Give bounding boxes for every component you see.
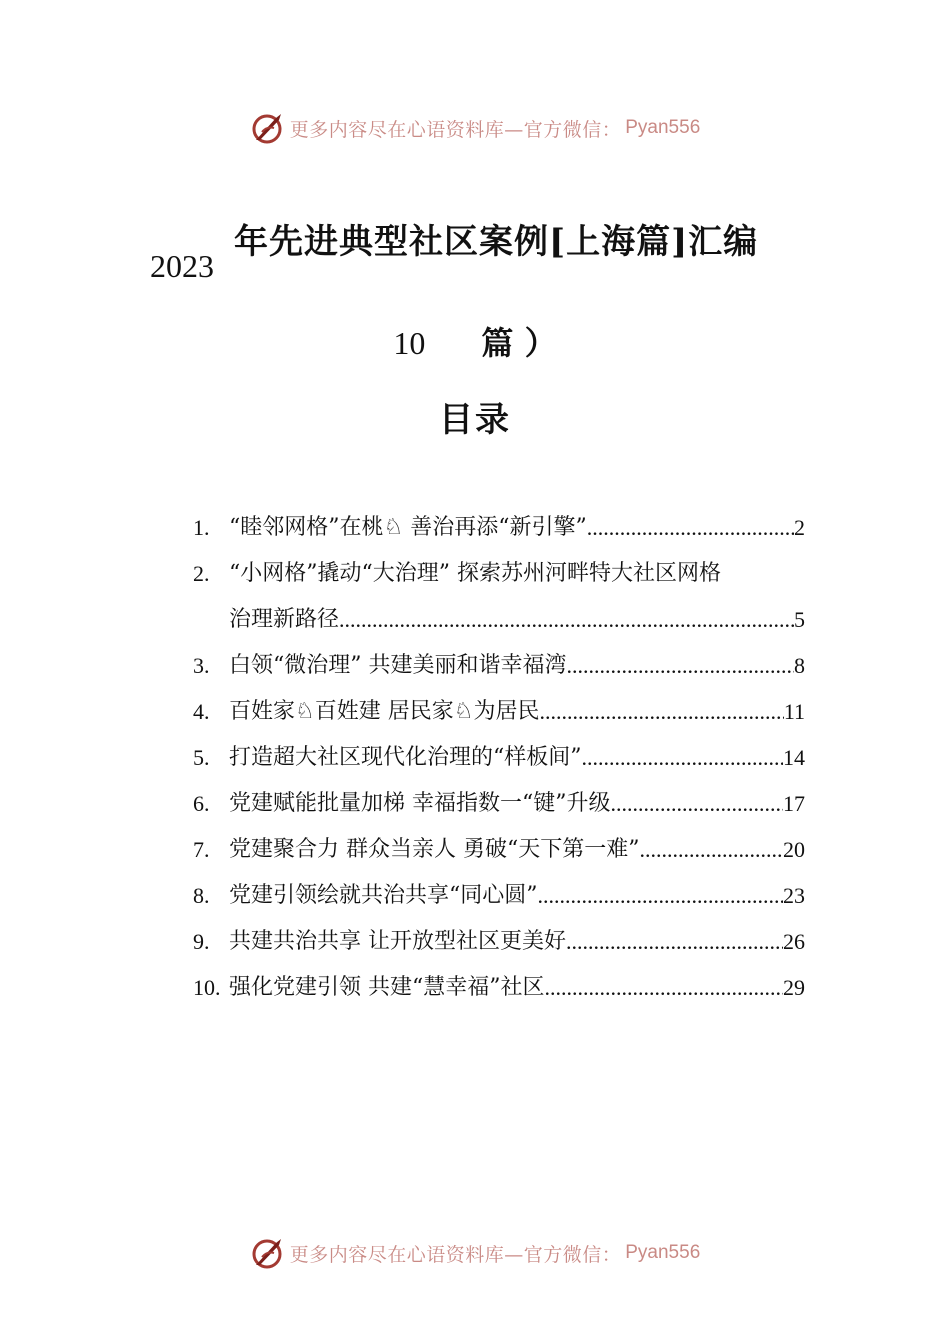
document-subtitle bbox=[0, 318, 950, 364]
toc-leader-dots bbox=[538, 873, 784, 919]
toc-entry-number: 3. bbox=[193, 653, 210, 678]
toc-leader-dots bbox=[545, 965, 784, 1011]
toc-entry-number: 10. bbox=[193, 975, 221, 1000]
watermark-wechat-id: Pyan556 bbox=[625, 1242, 701, 1263]
toc-leader-dots bbox=[567, 643, 795, 689]
toc-entry-page: 11 bbox=[783, 699, 805, 724]
toc-entry-page: 17 bbox=[783, 791, 805, 816]
toc-entry-page: 20 bbox=[783, 837, 805, 862]
toc-entry-title: 党建引领绘就共治共享“同心圆” bbox=[229, 883, 538, 908]
subtitle-text: 篇 ） bbox=[481, 324, 557, 362]
toc-entry-title: 共建共治共享 让开放型社区更美好 bbox=[229, 929, 566, 954]
toc-leader-dots bbox=[339, 597, 794, 643]
toc-entry-number: 8. bbox=[193, 883, 210, 908]
toc-entry-page: 29 bbox=[783, 975, 805, 1000]
toc-leader-dots bbox=[582, 735, 784, 781]
document-title-year: 2023 bbox=[150, 248, 214, 284]
toc-entry-title: 打造超大社区现代化治理的“样板间” bbox=[229, 745, 582, 770]
toc-entry-page: 23 bbox=[783, 883, 805, 908]
watermark-text: 更多内容尽在心语资料库—官方微信： bbox=[289, 118, 622, 141]
toc-entry[interactable] bbox=[193, 919, 805, 965]
toc-entry-number: 6. bbox=[193, 791, 210, 816]
toc-entry-title: 党建聚合力 群众当亲人 勇破“天下第一难” bbox=[229, 837, 640, 862]
subtitle-count: 10 bbox=[393, 325, 426, 361]
toc-leader-dots bbox=[539, 689, 783, 735]
toc-entry[interactable] bbox=[193, 781, 805, 827]
toc-entry[interactable] bbox=[193, 505, 805, 551]
toc-entry-number: 4. bbox=[193, 699, 210, 724]
toc-entry-page: 2 bbox=[794, 515, 805, 540]
toc-entry-page: 5 bbox=[794, 607, 805, 632]
toc-entry-number: 1. bbox=[193, 515, 210, 540]
toc-entry[interactable] bbox=[193, 827, 805, 873]
toc-entry-title-line1: “小网格”撬动“大治理” 探索苏州河畔特大社区网格 bbox=[229, 561, 721, 586]
toc-entry-title: 白领“微治理” 共建美丽和谐幸福湾 bbox=[229, 653, 567, 678]
toc-entry-page: 26 bbox=[783, 929, 805, 954]
toc-entry-page: 14 bbox=[783, 745, 805, 770]
toc-entry[interactable] bbox=[193, 965, 805, 1011]
watermark-wechat-id: Pyan556 bbox=[625, 117, 701, 138]
pen-logo-icon bbox=[250, 1235, 286, 1271]
toc-entry[interactable] bbox=[193, 643, 805, 689]
watermark-text: 更多内容尽在心语资料库—官方微信： bbox=[289, 1243, 622, 1266]
toc-entry[interactable] bbox=[193, 873, 805, 919]
toc-entry-number: 5. bbox=[193, 745, 210, 770]
toc-entry[interactable] bbox=[193, 735, 805, 781]
toc-entry-number: 9. bbox=[193, 929, 210, 954]
toc-entry-number: 2. bbox=[193, 561, 210, 586]
toc-leader-dots bbox=[639, 827, 783, 873]
toc-entry-title: 百姓家♘百姓建 居民家♘为居民 bbox=[229, 699, 540, 724]
toc-leader-dots bbox=[566, 919, 783, 965]
toc-heading: 目录 bbox=[439, 400, 511, 440]
toc-entry-title: 强化党建引领 共建“慧幸福”社区 bbox=[229, 975, 545, 1000]
toc-entry-number: 7. bbox=[193, 837, 210, 862]
toc-entry[interactable] bbox=[193, 689, 805, 735]
toc-entry-title: 治理新路径 bbox=[229, 607, 340, 632]
document-title: 年先进典型社区案例[上海篇]汇编 bbox=[234, 222, 759, 262]
watermark-footer bbox=[0, 1233, 950, 1273]
watermark-header bbox=[0, 108, 950, 148]
toc-entry-page: 8 bbox=[794, 653, 805, 678]
toc-entry[interactable] bbox=[193, 551, 805, 643]
toc-leader-dots bbox=[587, 505, 794, 551]
pen-logo-icon bbox=[250, 110, 286, 146]
table-of-contents bbox=[193, 505, 805, 1011]
toc-leader-dots bbox=[611, 781, 784, 827]
toc-entry-title: 党建赋能批量加梯 幸福指数一“键”升级 bbox=[229, 791, 611, 816]
toc-entry-title: “睦邻网格”在桃♘ 善治再添“新引擎” bbox=[229, 515, 587, 540]
